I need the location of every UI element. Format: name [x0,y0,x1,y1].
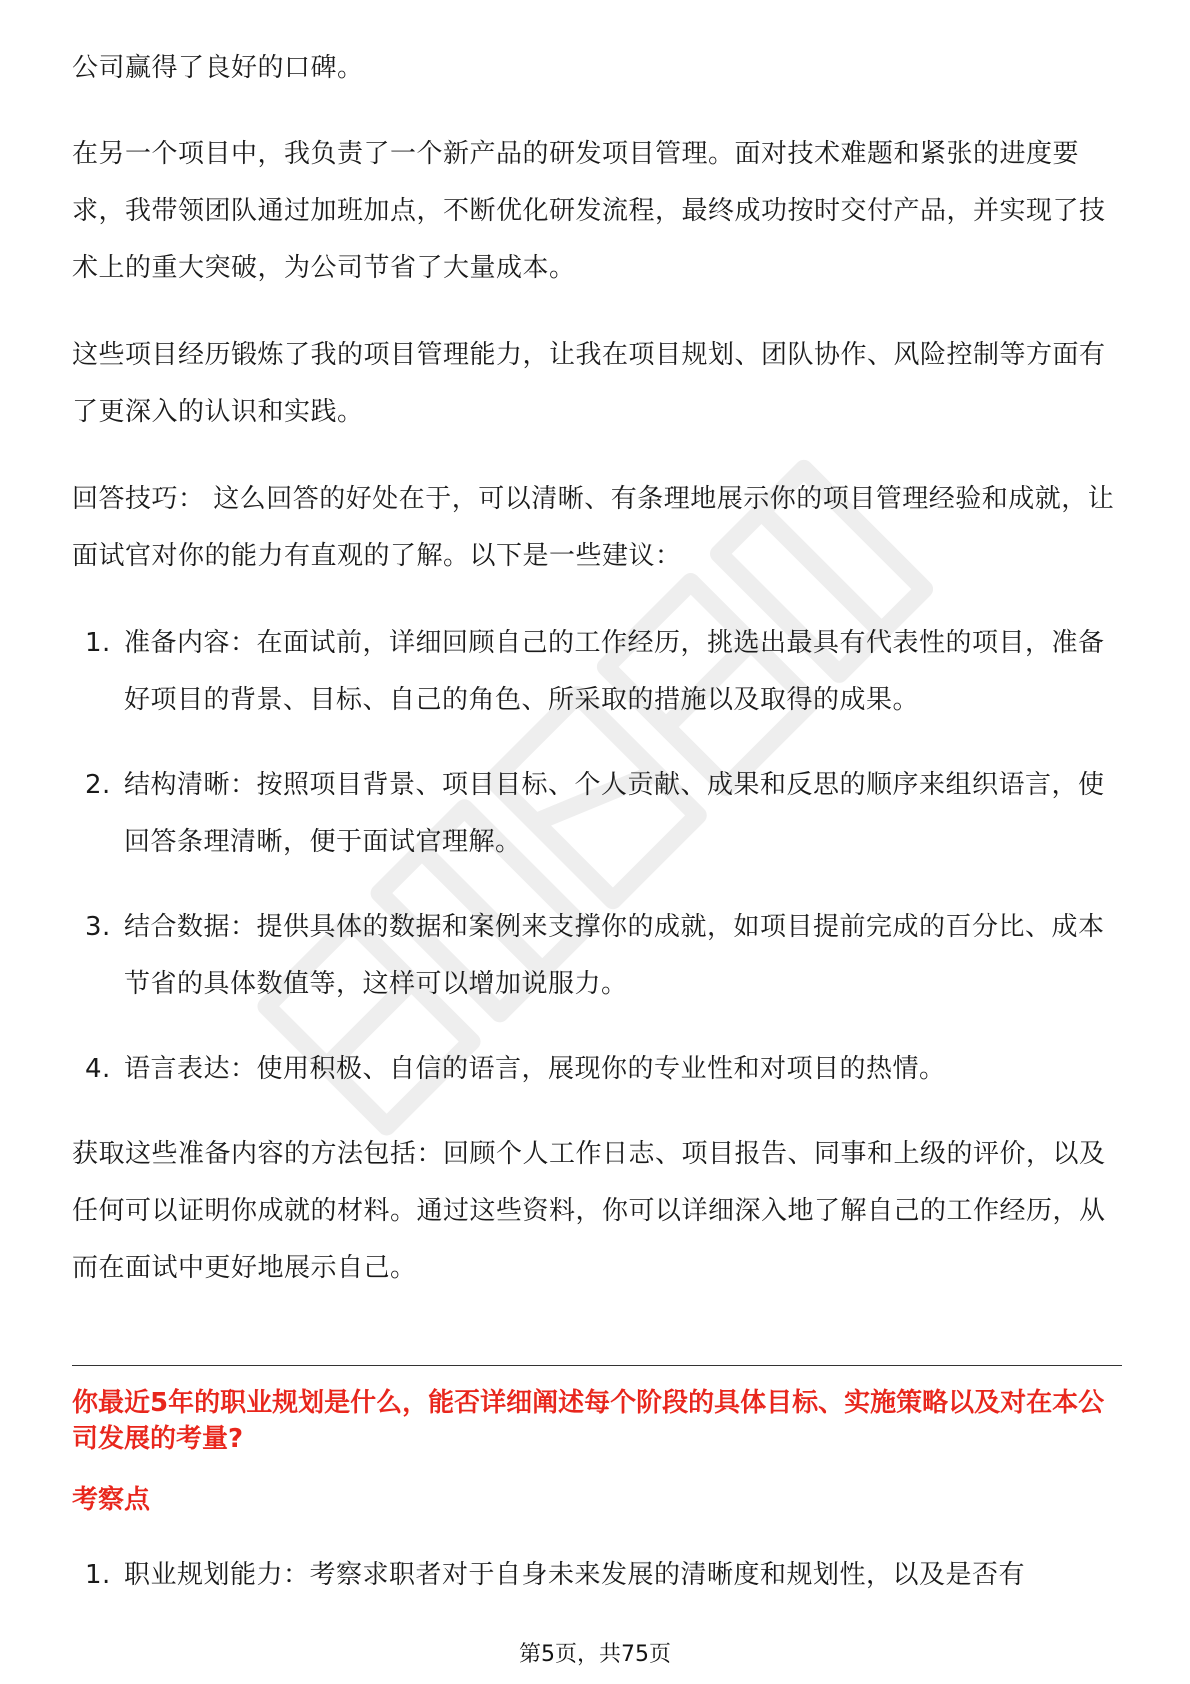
paragraph-intro-tail: 公司赢得了良好的口碑。 [72,53,364,83]
paragraph-project-summary: 这些项目经历锻炼了我的项目管理能力，让我在项目规划、团队协作、风险控制等方面有了更深入的认识和实践。 [72,340,1106,427]
question-title: 你最近5年的职业规划是什么，能否详细阐述每个阶段的具体目标、实施策略以及对在本公司发展的考量? [72,1388,1105,1454]
list-item-text: 准备内容：在面试前，详细回顾自己的工作经历，挑选出最具有代表性的项目，准备好项目的背景、目标、自己的角色、所采取的措施以及取得的成果。 [124,628,1105,715]
list-item-number: 4. [85,1054,111,1084]
page-indicator: 第5页，共75页 [519,1642,671,1667]
list-item [72,1041,1122,1098]
list-item [72,757,1122,871]
list-item-number: 1. [85,1560,111,1590]
section-heading-examination-points: 考察点 [72,1485,151,1515]
document-body [72,40,1122,1327]
list-item [72,1547,1122,1604]
list-item-text: 结构清晰：按照项目背景、项目目标、个人贡献、成果和反思的顺序来组织语言，使回答条理清晰，便于面试官理解。 [124,770,1105,857]
paragraph-closing: 获取这些准备内容的方法包括：回顾个人工作日志、项目报告、同事和上级的评价，以及任何可以证明你成就的材料。通过这些资料，你可以详细深入地了解自己的工作经历，从而在面试中更好地展示自己。 [72,1139,1106,1283]
list-item [72,899,1122,1013]
tips-list [72,615,1122,1098]
list-item-text: 职业规划能力：考察求职者对于自身未来发展的清晰度和规划性，以及是否有 [124,1560,1026,1590]
list-item-text: 结合数据：提供具体的数据和案例来支撑你的成就，如项目提前完成的百分比、成本节省的具体数值等，这样可以增加说服力。 [124,912,1105,999]
paragraph-answer-tips: 回答技巧： 这么回答的好处在于，可以清晰、有条理地展示你的项目管理经验和成就，让面试官对你的能力有直观的了解。以下是一些建议： [72,484,1115,571]
examination-points-list [72,1547,1122,1604]
list-item-number: 3. [85,912,111,942]
list-item-number: 1. [85,628,111,658]
paragraph-second-project: 在另一个项目中，我负责了一个新产品的研发项目管理。面对技术难题和紧张的进度要求，我带领团队通过加班加点，不断优化研发流程，最终成功按时交付产品，并实现了技术上的重大突破，为公司节省了大量成本。 [72,139,1106,283]
section-divider [72,1365,1122,1366]
list-item-text: 语言表达：使用积极、自信的语言，展现你的专业性和对项目的热情。 [124,1054,946,1084]
list-item [72,615,1122,729]
list-item-number: 2. [85,770,111,800]
